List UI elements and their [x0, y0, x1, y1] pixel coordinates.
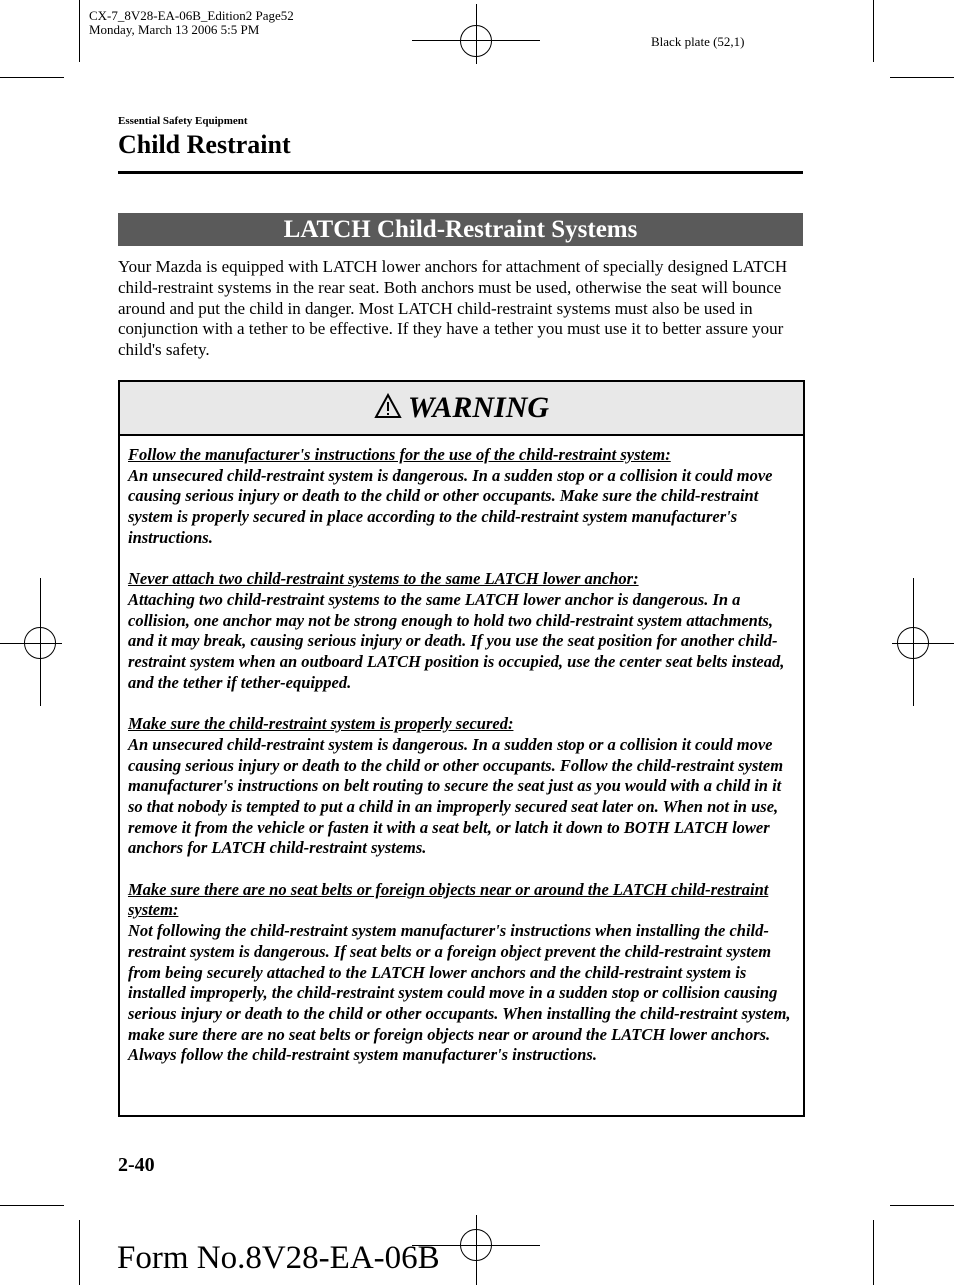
crop-mark	[79, 1220, 80, 1285]
warning-item-heading: Make sure there are no seat belts or foreign objects near or around the LATCH child-restraint system:	[128, 879, 769, 920]
page-title: Child Restraint	[118, 130, 291, 159]
warning-item-heading: Make sure the child-restraint system is properly secured:	[128, 714, 514, 734]
title-divider	[118, 171, 803, 174]
registration-circle	[897, 627, 929, 659]
form-number: Form No.8V28-EA-06B	[117, 1240, 440, 1276]
crop-mark	[890, 77, 954, 78]
print-file-info: CX-7_8V28-EA-06B_Edition2 Page52	[89, 8, 294, 23]
registration-circle	[460, 25, 492, 57]
warning-item-body: An unsecured child-restraint system is dangerous. In a sudden stop or a collision it could move causing serious injury or death to the child or other occupants. Make sure the child-restraint system is properly secured in place according to the child-restraint system manufacturer's instructions.	[128, 465, 773, 547]
warning-item-heading: Never attach two child-restraint systems to the same LATCH lower anchor:	[128, 569, 639, 589]
registration-circle	[460, 1229, 492, 1261]
warning-item	[128, 569, 795, 693]
warning-item	[128, 714, 795, 859]
warning-item	[128, 445, 795, 549]
registration-circle	[24, 627, 56, 659]
crop-mark	[79, 0, 80, 62]
page-number: 2-40	[118, 1154, 155, 1176]
crop-mark	[0, 1205, 64, 1206]
crop-mark	[873, 1220, 874, 1285]
warning-item-body: Attaching two child-restraint systems to the same LATCH lower anchor is dangerous. In a collision, one anchor may not be strong enough to hold two child-restraint system attachments, and it may break, causing serious injury or death. If you use the seat position for another child-restraint system when an outboard LATCH position is occupied, use the center seat belts instead, and the tether if tether-equipped.	[128, 589, 785, 692]
crop-mark	[890, 1205, 954, 1206]
warning-header	[120, 382, 803, 436]
warning-title: WARNING	[407, 391, 550, 424]
warning-item-heading: Follow the manufacturer's instructions for the use of the child-restraint system:	[128, 445, 671, 464]
warning-item-body: An unsecured child-restraint system is dangerous. In a sudden stop or a collision it could move causing serious injury or death to the child or other occupants. Follow the child-restraint system manufacturer's instructions on belt routing to secure the seat just as you would with a child in it so that nobody is tempted to put a child in an improperly secured seat later on. When not in use, remove it from the vehicle or fasten it with a seat belt, or latch it down to BOTH LATCH lower anchors for LATCH child-restraint systems.	[128, 734, 784, 858]
warning-box	[118, 380, 805, 1117]
warning-body	[120, 436, 803, 1066]
intro-paragraph: Your Mazda is equipped with LATCH lower anchors for attachment of specially designed LATCH child-restraint systems in the rear seat. Both anchors must be used, otherwise the seat will bounce around and put the child in danger. Most LATCH child-restraint systems must also be used in conjunction with a tether to be effective. If they have a tether you must use it to better assure your child's safety.	[118, 257, 788, 360]
warning-item-body: Not following the child-restraint system manufacturer's instructions when installing the child-restraint system is dangerous. If seat belts or a foreign object prevent the child-restraint system from being securely attached to the LATCH lower anchors and the child-restraint system is installed improperly, the child-restraint system could move in a sudden stop or collision causing serious injury or death to the child or other occupants. When installing the child-restraint system, make sure there are no seat belts or foreign objects near or around the LATCH lower anchors. Always follow the child-restraint system manufacturer's instructions.	[128, 921, 791, 1065]
section-banner: LATCH Child-Restraint Systems	[118, 213, 803, 246]
plate-label: Black plate (52,1)	[651, 34, 745, 49]
warning-triangle-icon	[374, 393, 402, 424]
crop-mark	[0, 77, 64, 78]
print-date-info: Monday, March 13 2006 5:5 PM	[89, 22, 260, 37]
warning-item	[128, 880, 795, 1066]
section-label: Essential Safety Equipment	[118, 115, 248, 127]
crop-mark	[873, 0, 874, 62]
